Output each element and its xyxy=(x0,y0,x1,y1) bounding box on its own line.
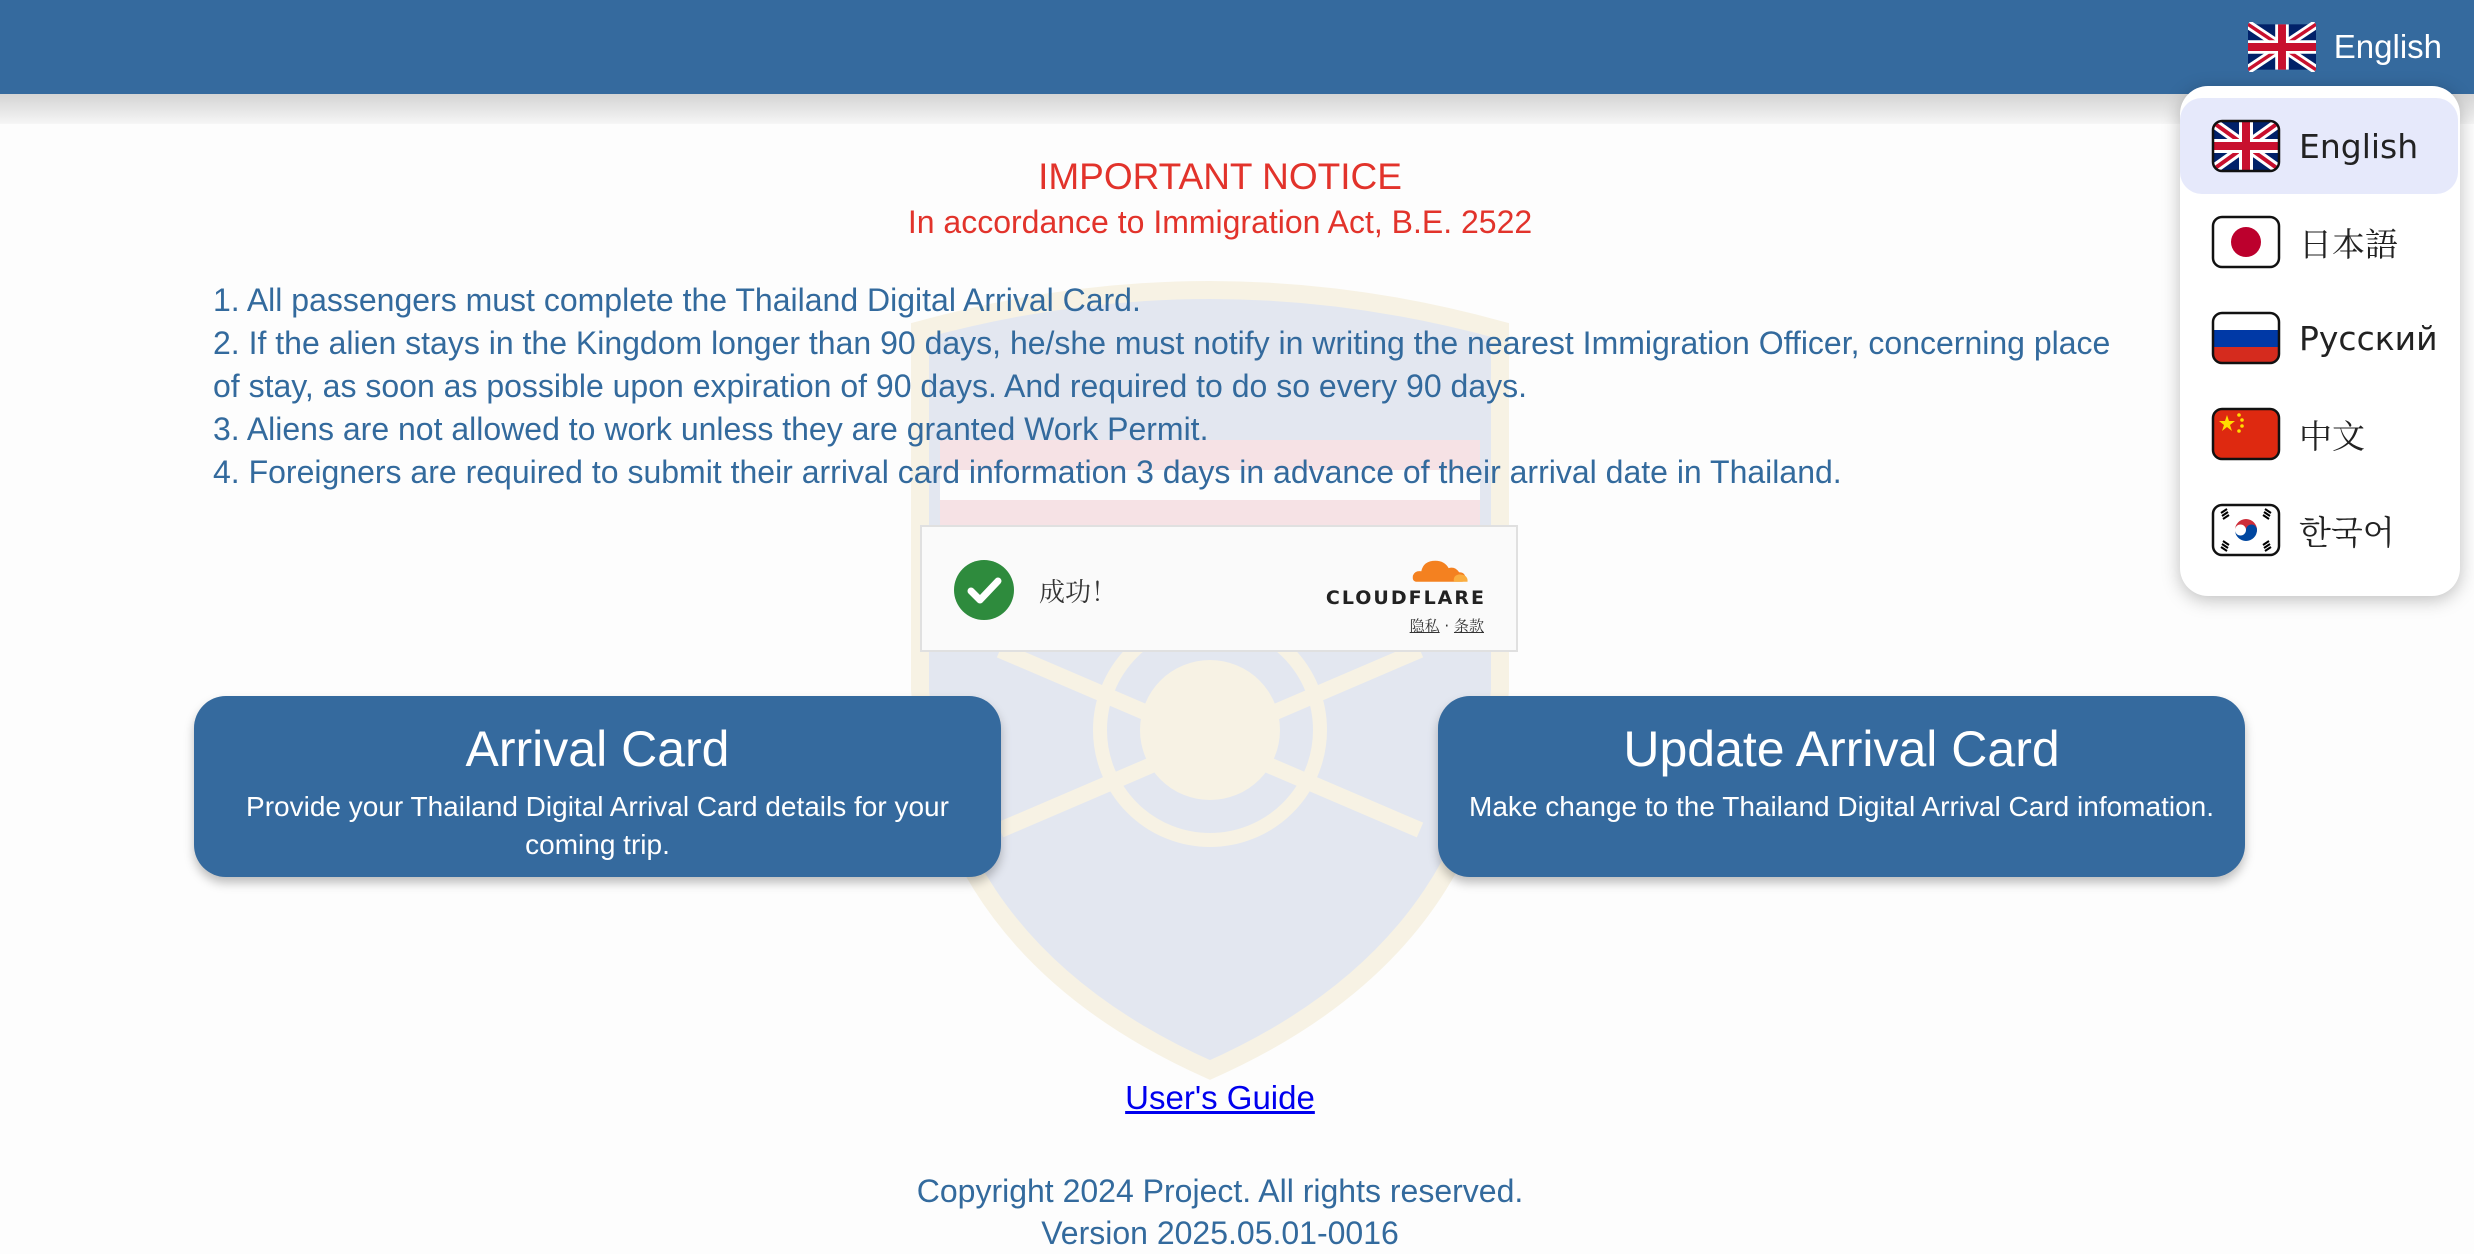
uk-flag-icon xyxy=(2248,22,2316,72)
link-separator: · xyxy=(1444,617,1450,635)
cloudflare-cloud-icon xyxy=(1406,545,1486,587)
arrival-card-button[interactable] xyxy=(194,696,1001,877)
korea-flag-icon xyxy=(2211,495,2281,565)
notice-subtitle: In accordance to Immigration Act, B.E. 2522 xyxy=(907,204,1533,240)
users-guide xyxy=(0,1079,2440,1117)
rule-line: 2. If the alien stays in the Kingdom longer than 90 days, he/she must notify in writing the nearest Immigration Officer, concerning place xyxy=(213,325,2111,361)
rule-line: 4. Foreigners are required to submit their arrival card information 3 days in advance of their arrival date in Thailand. xyxy=(213,454,1842,490)
arrival-card-description: Provide your Thailand Digital Arrival Card details for your coming trip. xyxy=(246,791,949,860)
language-label: 한국어 xyxy=(2299,512,2395,552)
top-bar xyxy=(0,0,2474,94)
cloudflare-logo: CLOUDFLARE xyxy=(1325,587,1486,609)
language-label: English xyxy=(2299,126,2419,166)
language-option-russian[interactable] xyxy=(2180,290,2460,386)
update-arrival-card-description: Make change to the Thailand Digital Arrival Card infomation. xyxy=(1469,791,2214,822)
top-bar-shadow xyxy=(0,94,2474,124)
uk-flag-icon xyxy=(2211,111,2281,181)
language-selector[interactable] xyxy=(2248,14,2442,80)
cloudflare-captcha[interactable] xyxy=(920,525,1518,652)
copyright-text: Copyright 2024 Project. All rights reserved. xyxy=(916,1173,1524,1209)
language-option-english[interactable] xyxy=(2180,98,2458,194)
language-menu xyxy=(2180,86,2460,596)
terms-link[interactable]: 条款 xyxy=(1453,617,1484,635)
language-option-korean[interactable] xyxy=(2180,482,2460,578)
rule-line: of stay, as soon as possible upon expiration of 90 days. And required to do so every 90 days. xyxy=(213,368,1527,404)
checkmark-icon xyxy=(954,560,1014,620)
footer xyxy=(0,1170,2440,1254)
users-guide-link[interactable]: User's Guide xyxy=(1125,1079,1315,1116)
current-language-label: English xyxy=(2333,28,2442,65)
language-label: Русский xyxy=(2299,318,2438,358)
captcha-status: 成功！ xyxy=(1039,578,1118,608)
update-arrival-card-button[interactable] xyxy=(1438,696,2245,877)
language-option-chinese[interactable] xyxy=(2180,386,2460,482)
language-label: 日本語 xyxy=(2299,224,2398,264)
rule-line: 3. Aliens are not allowed to work unless they are granted Work Permit. xyxy=(213,411,1209,447)
notice-rules xyxy=(213,279,2413,494)
version-text: Version 2025.05.01-0016 xyxy=(1041,1215,1399,1251)
privacy-link[interactable]: 隐私 xyxy=(1409,617,1440,635)
arrival-card-title: Arrival Card xyxy=(465,721,730,777)
update-arrival-card-title: Update Arrival Card xyxy=(1623,721,2060,777)
china-flag-icon xyxy=(2211,399,2281,469)
russia-flag-icon xyxy=(2211,303,2281,373)
rule-line: 1. All passengers must complete the Thailand Digital Arrival Card. xyxy=(213,282,1141,318)
language-option-japanese[interactable] xyxy=(2180,194,2460,290)
captcha-links xyxy=(1410,615,1484,636)
notice-title: IMPORTANT NOTICE xyxy=(1038,156,1402,197)
japan-flag-icon xyxy=(2211,207,2281,277)
language-label: 中文 xyxy=(2299,416,2365,456)
